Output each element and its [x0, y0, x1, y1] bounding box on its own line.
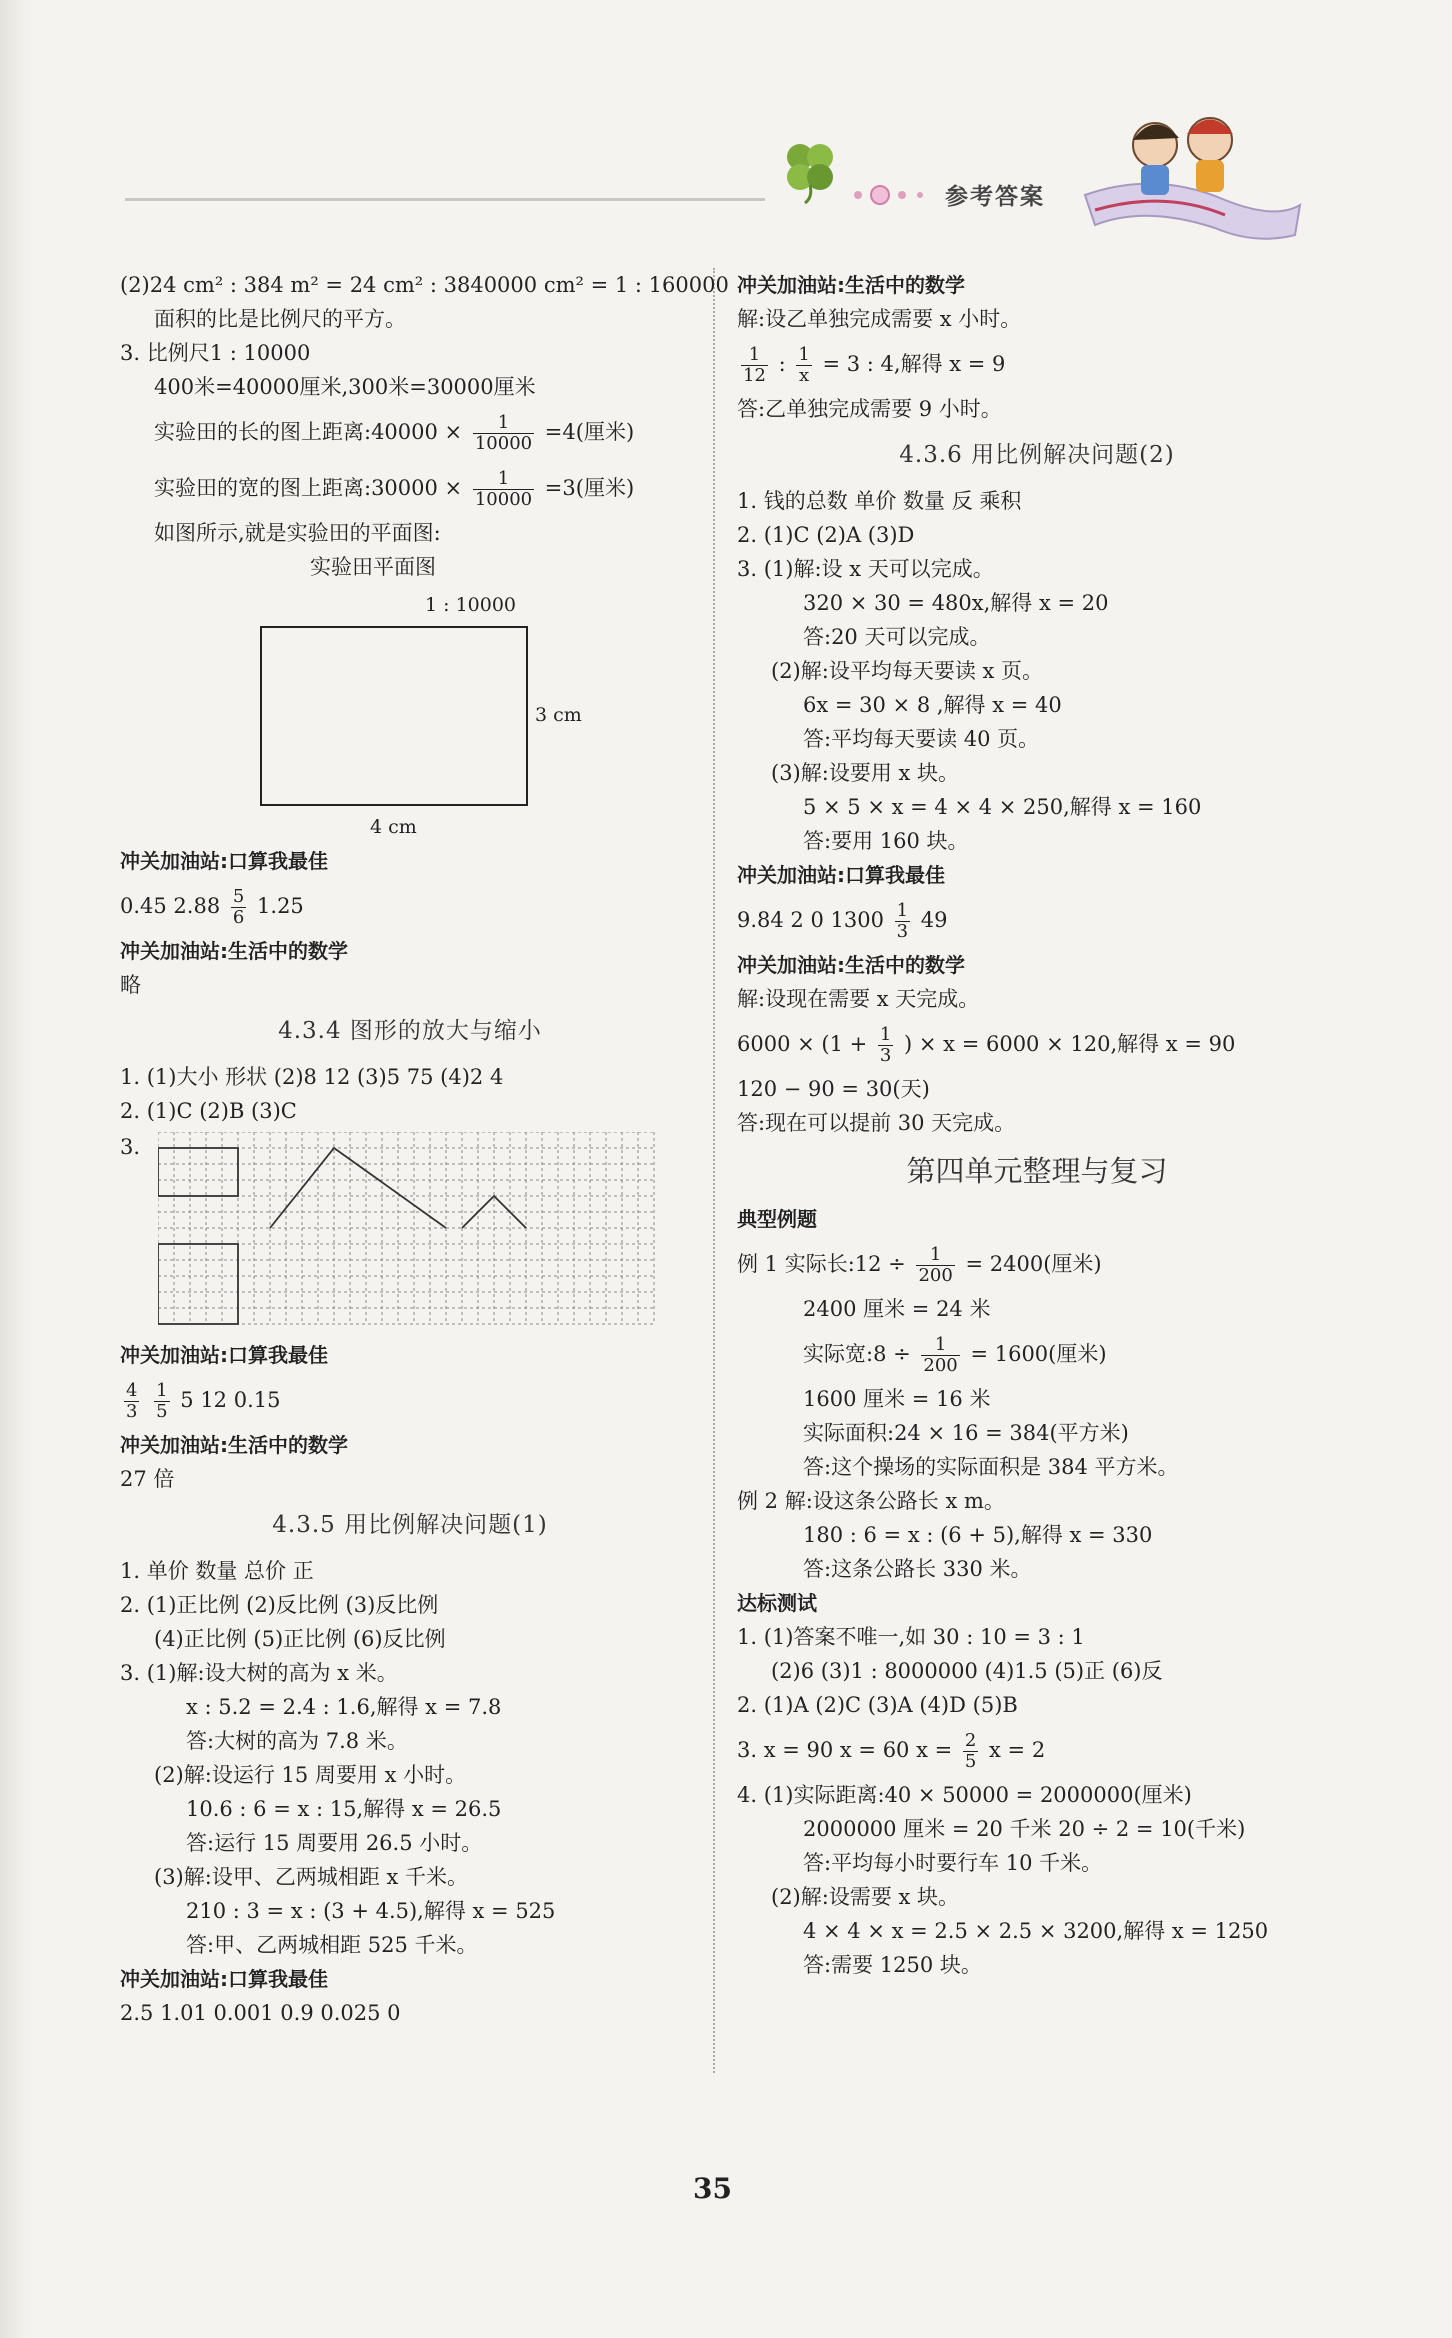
answer-line: 答:需要 1250 块。: [803, 1953, 982, 1977]
answer-line: 实际宽:8 ÷ $\frac{1}{200}$ = 1600(厘米): [803, 1334, 1107, 1376]
answer-line: 答:这条公路长 330 米。: [803, 1557, 1032, 1581]
answer-line: (3)解:设要用 x 块。: [771, 761, 960, 785]
section-heading: 冲关加油站:生活中的数学: [737, 953, 965, 977]
plan-side-label: 3 cm: [535, 704, 582, 726]
page-number: 35: [693, 2172, 732, 2205]
fraction: $\frac{1}{200}$: [923, 1334, 958, 1376]
section-heading: 冲关加油站:口算我最佳: [120, 849, 328, 873]
fraction: $\frac{1}{3}$: [896, 900, 909, 942]
section-heading: 冲关加油站:口算我最佳: [737, 863, 945, 887]
answer-line: 4 × 4 × x = 2.5 × 2.5 × 3200,解得 x = 1250: [803, 1919, 1269, 1943]
answer-line: 3. x = 90 x = 60 x = $\frac{2}{5}$ x = 2: [737, 1730, 1046, 1772]
fraction: $\frac{1}{5}$: [156, 1380, 168, 1422]
header-title: 参考答案: [945, 184, 1045, 210]
answer-line: 10.6 : 6 = x : 15,解得 x = 26.5: [186, 1797, 502, 1821]
section-heading: 典型例题: [737, 1207, 817, 1231]
answer-line: 210 : 3 = x : (3 + 4.5),解得 x = 525: [186, 1899, 556, 1923]
answer-line: 6000 × (1 + $\frac{1}{3}$ ) × x = 6000 × 120,解得 x = 90: [737, 1024, 1236, 1066]
answer-line: $\frac{4}{3}$ $\frac{1}{5}$ 5 12 0.15: [126, 1380, 281, 1422]
answer-line: (4)正比例 (5)正比例 (6)反比例: [154, 1627, 446, 1651]
fraction: $\frac{1}{10000}$: [474, 468, 533, 510]
answer-line: 1. (1)答案不唯一,如 30 : 10 = 3 : 1: [737, 1625, 1085, 1649]
answer-line: 答:乙单独完成需要 9 小时。: [737, 397, 1002, 421]
fraction: $\frac{1}{12}$: [743, 344, 766, 386]
answer-line: 2. (1)正比例 (2)反比例 (3)反比例: [120, 1593, 439, 1617]
answer-line: 答:要用 160 块。: [803, 829, 969, 853]
answer-line: 120 − 90 = 30(天): [737, 1077, 930, 1101]
section-title: 4.3.4 图形的放大与缩小: [278, 1018, 542, 1044]
answer-line: 1. 钱的总数 单价 数量 反 乘积: [737, 489, 1022, 513]
field-plan-diagram: [120, 550, 700, 810]
answer-line: 4. (1)实际距离:40 × 50000 = 2000000(厘米): [737, 1783, 1192, 1807]
page-edge: [0, 0, 34, 2338]
answer-line: (2)解:设运行 15 周要用 x 小时。: [154, 1763, 467, 1787]
fraction: $\frac{2}{5}$: [964, 1730, 977, 1772]
decorative-dots-icon: [850, 180, 930, 210]
answer-line: 解:设现在需要 x 天完成。: [737, 987, 980, 1011]
answer-line: 2. (1)C (2)A (3)D: [737, 523, 915, 547]
answer-line: 略: [120, 973, 141, 997]
answer-line: 3. (1)解:设 x 天可以完成。: [737, 557, 994, 581]
answer-line: 0.45 2.88 $\frac{5}{6}$ 1.25: [120, 886, 304, 928]
answer-line: 答:运行 15 周要用 26.5 小时。: [186, 1831, 483, 1855]
answer-line: 例 1 实际长:12 ÷ $\frac{1}{200}$ = 2400(厘米): [737, 1244, 1102, 1286]
answer-line: 2.5 1.01 0.001 0.9 0.025 0: [120, 2001, 401, 2025]
answer-line: 如图所示,就是实验田的平面图:: [154, 521, 441, 545]
answer-line: $\frac{1}{12}$ : $\frac{1}{x}$ = 3 : 4,解得 x = 9: [743, 344, 1006, 386]
left-column: [120, 268, 729, 2030]
answer-line: 实验田的宽的图上距离:30000 × $\frac{1}{10000}$ =3(厘米): [154, 468, 635, 510]
answer-line: 答:20 天可以完成。: [803, 625, 991, 649]
answer-line: 答:甲、乙两城相距 525 千米。: [186, 1933, 478, 1957]
grid-figure: 3.: [120, 1128, 700, 1338]
answer-line: 例 2 解:设这条公路长 x m。: [737, 1489, 1005, 1513]
answer-line: 3. 比例尺1 : 10000: [120, 341, 311, 365]
answer-line: 实际面积:24 × 16 = 384(平方米): [803, 1421, 1129, 1445]
answer-line: 320 × 30 = 480x,解得 x = 20: [803, 591, 1109, 615]
plan-rectangle: [260, 626, 528, 806]
clover-icon: [775, 135, 845, 205]
section-title: 4.3.5 用比例解决问题(1): [272, 1512, 548, 1538]
answer-line: 2000000 厘米 = 20 千米 20 ÷ 2 = 10(千米): [803, 1817, 1246, 1841]
section-heading: 冲关加油站:口算我最佳: [120, 1343, 328, 1367]
answer-line: 答:平均每小时要行车 10 千米。: [803, 1851, 1103, 1875]
plan-title: 实验田平面图: [310, 555, 436, 579]
answer-line: 27 倍: [120, 1467, 175, 1491]
fraction: $\frac{4}{3}$: [126, 1380, 138, 1422]
answer-line: 答:大树的高为 7.8 米。: [186, 1729, 408, 1753]
answer-line: 5 × 5 × x = 4 × 4 × 250,解得 x = 160: [803, 795, 1202, 819]
right-column: [737, 268, 1337, 1982]
answer-line: 答:平均每天要读 40 页。: [803, 727, 1040, 751]
answer-line: (2)解:设平均每天要读 x 页。: [771, 659, 1044, 683]
answer-line: (2)6 (3)1 : 8000000 (4)1.5 (5)正 (6)反: [771, 1659, 1163, 1683]
answer-line: 9.84 2 0 1300 $\frac{1}{3}$ 49: [737, 900, 948, 942]
answer-line: 2400 厘米 = 24 米: [803, 1297, 991, 1321]
answer-line: 2. (1)C (2)B (3)C: [120, 1099, 297, 1123]
answer-line: 6x = 30 × 8 ,解得 x = 40: [803, 693, 1062, 717]
section-heading: 达标测试: [737, 1591, 817, 1615]
fraction: $\frac{1}{3}$: [879, 1024, 892, 1066]
answer-line: 3. (1)解:设大树的高为 x 米。: [120, 1661, 398, 1685]
answer-line: 实验田的长的图上距离:40000 × $\frac{1}{10000}$ =4(厘米): [154, 412, 635, 454]
section-heading: 冲关加油站:生活中的数学: [120, 939, 348, 963]
answer-line: 1. 单价 数量 总价 正: [120, 1559, 314, 1583]
fraction: $\frac{1}{x}$: [798, 344, 810, 386]
answer-line: 答:现在可以提前 30 天完成。: [737, 1111, 1016, 1135]
answer-line: x : 5.2 = 2.4 : 1.6,解得 x = 7.8: [186, 1695, 502, 1719]
section-heading: 冲关加油站:生活中的数学: [120, 1433, 348, 1457]
answer-line: (3)解:设甲、乙两城相距 x 千米。: [154, 1865, 469, 1889]
unit-title: 第四单元整理与复习: [906, 1154, 1168, 1188]
answer-line: 2. (1)A (2)C (3)A (4)D (5)B: [737, 1693, 1018, 1717]
answer-line: 答:这个操场的实际面积是 384 平方米。: [803, 1455, 1179, 1479]
plan-bottom-label: 4 cm: [370, 816, 417, 838]
answer-line: (2)解:设需要 x 块。: [771, 1885, 960, 1909]
answer-line: (2)24 cm² : 384 m² = 24 cm² : 3840000 cm² = 1 : 160000: [120, 273, 729, 297]
answer-line: 400米=40000厘米,300米=30000厘米: [154, 375, 536, 399]
column-divider: [713, 268, 715, 2073]
fraction: $\frac{5}{6}$: [232, 886, 245, 928]
answer-line: 1600 厘米 = 16 米: [803, 1387, 991, 1411]
fraction: $\frac{1}{200}$: [918, 1244, 953, 1286]
answer-line: 1. (1)大小 形状 (2)8 12 (3)5 75 (4)2 4: [120, 1065, 504, 1089]
enlargement-grid: [158, 1132, 658, 1332]
fraction: $\frac{1}{10000}$: [474, 412, 533, 454]
answer-line: 面积的比是比例尺的平方。: [154, 307, 406, 331]
section-heading: 冲关加油站:口算我最佳: [120, 1967, 328, 1991]
plan-scale: 1 : 10000: [425, 594, 517, 616]
section-heading: 冲关加油站:生活中的数学: [737, 273, 965, 297]
header-rule: [125, 198, 765, 201]
mascot-illustration: [1075, 100, 1305, 245]
answer-line: 解:设乙单独完成需要 x 小时。: [737, 307, 1022, 331]
answer-line: 180 : 6 = x : (6 + 5),解得 x = 330: [803, 1523, 1153, 1547]
section-title: 4.3.6 用比例解决问题(2): [899, 442, 1175, 468]
